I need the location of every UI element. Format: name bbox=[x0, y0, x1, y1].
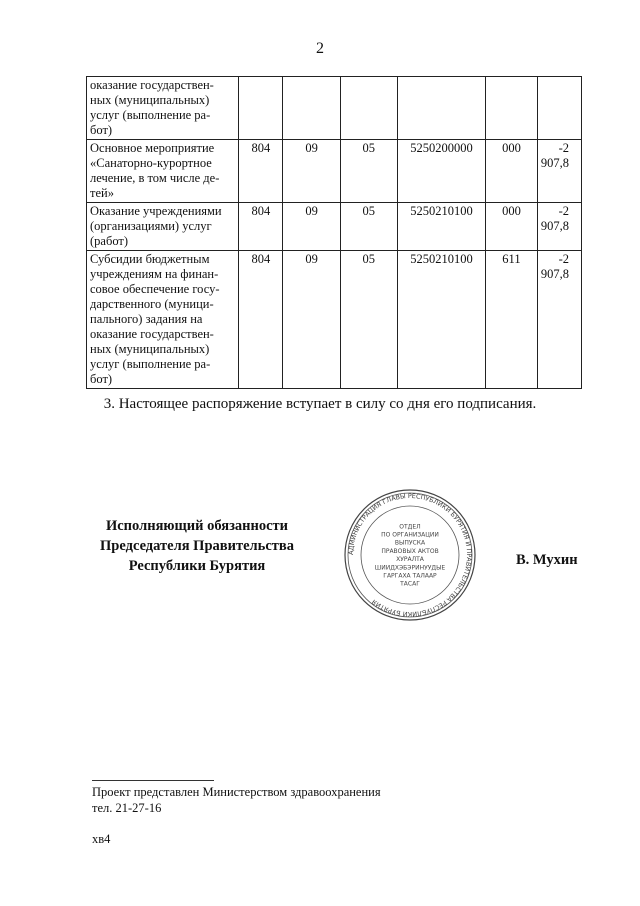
seal-center-line: ПРАВОВЫХ АКТОВ bbox=[381, 547, 439, 555]
row-name-line: услуг (выполнение ра- bbox=[90, 357, 211, 371]
section-cell: 09 bbox=[283, 251, 340, 389]
row-name-line: услуг (выполнение ра- bbox=[90, 108, 211, 122]
expense-type-cell: 611 bbox=[486, 251, 538, 389]
row-name-line: совое обеспечение госу- bbox=[90, 282, 220, 296]
section-cell bbox=[283, 77, 340, 140]
row-name-line: тей» bbox=[90, 186, 114, 200]
budget-table bbox=[86, 76, 582, 389]
row-name-line: оказание государствен- bbox=[90, 327, 214, 341]
seal-center-line: ОТДЕЛ bbox=[399, 523, 421, 531]
seal-center-line: ВЫПУСКА bbox=[394, 539, 426, 547]
row-name-line: ных (муниципальных) bbox=[90, 342, 210, 356]
signatory-title bbox=[92, 516, 302, 576]
clause-text: 3. Настоящее распоряжение вступает в силу со дня его подписания. bbox=[103, 396, 537, 412]
row-name-cell bbox=[87, 140, 239, 203]
target-article-cell: 5250210100 bbox=[397, 203, 485, 251]
ministry-code-cell: 804 bbox=[239, 140, 283, 203]
row-name-line: ных (муниципальных) bbox=[90, 93, 210, 107]
row-name-line: дарственного (муници- bbox=[90, 297, 214, 311]
table-row bbox=[87, 203, 582, 251]
section-cell: 09 bbox=[283, 203, 340, 251]
official-seal bbox=[343, 488, 477, 622]
seal-center-line: ТАСАГ bbox=[400, 580, 420, 588]
expense-type-cell: 000 bbox=[486, 140, 538, 203]
seal-center-line: ГАРГАХА ТАЛААР bbox=[383, 572, 437, 580]
signatory-title-line: Исполняющий обязанности bbox=[105, 518, 289, 534]
seal-center-line: ПО ОРГАНИЗАЦИИ bbox=[381, 531, 439, 539]
row-name-line: Основное мероприятие bbox=[90, 141, 215, 155]
row-name-line: (организациями) услуг bbox=[90, 219, 212, 233]
subsection-cell: 05 bbox=[340, 203, 397, 251]
row-name-line: Субсидии бюджетным bbox=[90, 252, 210, 266]
row-name-line: (работ) bbox=[90, 234, 129, 248]
signatory-title-line: Республики Бурятия bbox=[128, 558, 266, 574]
row-name-cell bbox=[87, 203, 239, 251]
footnote-line: тел. 21-27-16 bbox=[92, 801, 162, 815]
row-name-line: оказание государствен- bbox=[90, 78, 214, 92]
row-name-cell bbox=[87, 77, 239, 140]
target-article-cell: 5250210100 bbox=[397, 251, 485, 389]
row-name-line: бот) bbox=[90, 123, 113, 137]
table-row bbox=[87, 77, 582, 140]
subsection-cell: 05 bbox=[340, 140, 397, 203]
table-row bbox=[87, 251, 582, 389]
expense-type-cell: 000 bbox=[486, 203, 538, 251]
target-article-cell bbox=[397, 77, 485, 140]
page-number: 2 bbox=[316, 40, 324, 57]
row-name-line: лечение, в том числе де- bbox=[90, 171, 220, 185]
seal-outer-text: АДМИНИСТРАЦИЯ ГЛАВЫ РЕСПУБЛИКИ БУРЯТИЯ И ПРАВИТЕЛЬСТВА РЕСПУБЛИКИ БУРЯТИЯ bbox=[346, 491, 474, 619]
seal-center-line: ХУРАЛТА bbox=[396, 556, 424, 564]
amount-cell: -2 907,8 bbox=[537, 140, 581, 203]
subsection-cell: 05 bbox=[340, 251, 397, 389]
ministry-code-cell: 804 bbox=[239, 251, 283, 389]
amount-cell: -2 907,8 bbox=[537, 251, 581, 389]
document-code: хв4 bbox=[92, 832, 111, 846]
amount-cell: -2 907,8 bbox=[537, 203, 581, 251]
ministry-code-cell bbox=[239, 77, 283, 140]
row-name-line: Оказание учреждениями bbox=[90, 204, 222, 218]
expense-type-cell bbox=[486, 77, 538, 140]
footnote bbox=[92, 784, 381, 816]
row-name-cell bbox=[87, 251, 239, 389]
section-cell: 09 bbox=[283, 140, 340, 203]
row-name-line: учреждениям на финан- bbox=[90, 267, 219, 281]
target-article-cell: 5250200000 bbox=[397, 140, 485, 203]
footnote-line: Проект представлен Министерством здравоохранения bbox=[92, 785, 381, 799]
signatory-title-line: Председателя Правительства bbox=[100, 538, 294, 554]
ministry-code-cell: 804 bbox=[239, 203, 283, 251]
footnote-divider bbox=[92, 780, 214, 781]
seal-center-line: ШИИДХЭБЭРИНУУДЫЕ bbox=[374, 564, 446, 572]
row-name-line: «Санаторно-курортное bbox=[90, 156, 212, 170]
table-row bbox=[87, 140, 582, 203]
subsection-cell bbox=[340, 77, 397, 140]
row-name-line: пального) задания на bbox=[90, 312, 203, 326]
signatory-name: В. Мухин bbox=[516, 552, 578, 568]
amount-cell bbox=[537, 77, 581, 140]
row-name-line: бот) bbox=[90, 372, 113, 386]
